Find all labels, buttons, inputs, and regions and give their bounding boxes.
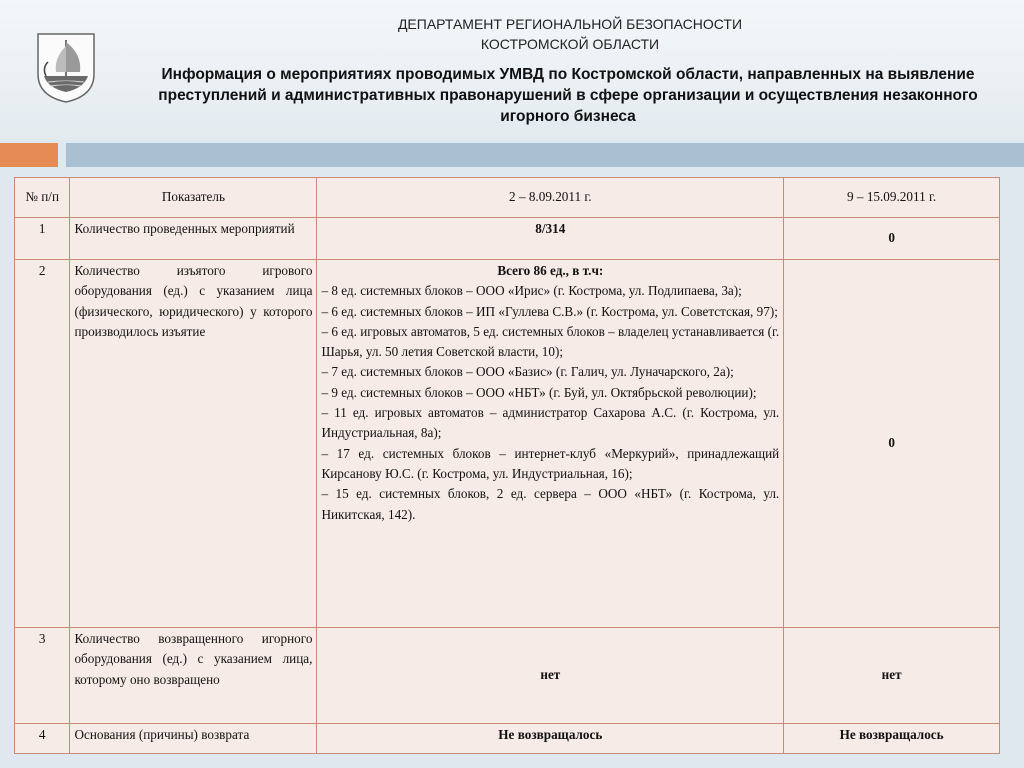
table-header-row (15, 178, 1000, 218)
seized-item: – 6 ед. системных блоков – ИП «Гуллева С.В.» (г. Кострома, ул. Советстская, 97); (321, 303, 778, 319)
seized-item: – 7 ед. системных блоков – ООО «Базис» (г. Галич, ул. Луначарского, 2а); (321, 364, 734, 380)
department-name (320, 14, 820, 54)
orange-accent-bar (0, 143, 58, 167)
row-period-2: нет (784, 628, 1000, 724)
row-indicator: Количество изъятого игрового оборудования (ед.) с указанием лица (физического, юридического) у которого производилось изъятие (70, 260, 317, 628)
seized-item: – 17 ед. системных блоков – интернет-клуб «Меркурий», принадлежащий Кирсанову Ю.С. (г. Кострома, ул. Индустриальная, 16); (321, 445, 780, 481)
info-table (14, 177, 1000, 754)
row-indicator: Основания (причины) возврата (70, 724, 317, 754)
table-row (15, 218, 1000, 260)
row-indicator: Количество возвращенного игорного оборудования (ед.) с указанием лица, которому оно возвращено (70, 628, 317, 724)
table-row (15, 628, 1000, 724)
row-indicator: Количество проведенных мероприятий (70, 218, 317, 260)
row-period-1: нет (317, 628, 784, 724)
dept-line-1: ДЕПАРТАМЕНТ РЕГИОНАЛЬНОЙ БЕЗОПАСНОСТИ (397, 16, 743, 32)
row-period-1: Не возвращалось (317, 724, 784, 754)
row-period-2: 0 (784, 260, 1000, 628)
page-title: Информация о мероприятиях проводимых УМВД по Костромской области, направленных на выявление преступлений и административных правонарушений в сфере организации и осуществления незаконного игорного бизнеса (158, 66, 978, 125)
seized-item: – 11 ед. игровых автоматов – администратор Сахарова А.С. (г. Кострома, ул. Индустриальная, 8а); (321, 405, 780, 441)
header-period-1: 2 – 8.09.2011 г. (317, 178, 784, 218)
coat-of-arms-icon (34, 30, 98, 104)
row-period-2: 0 (784, 218, 1000, 260)
row-num: 1 (15, 218, 70, 260)
row-period-2: Не возвращалось (784, 724, 1000, 754)
row-num: 3 (15, 628, 70, 724)
row-num: 2 (15, 260, 70, 628)
seized-item: – 9 ед. системных блоков – ООО «НБТ» (г. Буй, ул. Октябрьской революции); (321, 384, 757, 400)
blue-accent-bar (66, 143, 1024, 167)
seized-item: – 8 ед. системных блоков – ООО «Ирис» (г. Кострома, ул. Подлипаева, 3а); (321, 283, 742, 299)
header-period-2: 9 – 15.09.2011 г. (784, 178, 1000, 218)
table-row (15, 724, 1000, 754)
header-num: № п/п (15, 178, 70, 218)
header-indicator: Показатель (70, 178, 317, 218)
row-period-1: 8/314 (317, 218, 784, 260)
dept-line-2: КОСТРОМСКОЙ ОБЛАСТИ (480, 36, 660, 52)
row-period-1-details (317, 260, 784, 628)
row-num: 4 (15, 724, 70, 754)
table-row (15, 260, 1000, 628)
seized-item: – 6 ед. игровых автоматов, 5 ед. системных блоков – владелец устанавливается (г. Шарья, ул. 50 летия Советской власти, 10); (321, 323, 780, 360)
header (0, 0, 1024, 140)
seized-total-heading: Всего 86 ед., в т.ч: (497, 263, 604, 278)
seized-item: – 15 ед. системных блоков, 2 ед. сервера – ООО «НБТ» (г. Кострома, ул. Никитская, 142). (321, 486, 780, 522)
